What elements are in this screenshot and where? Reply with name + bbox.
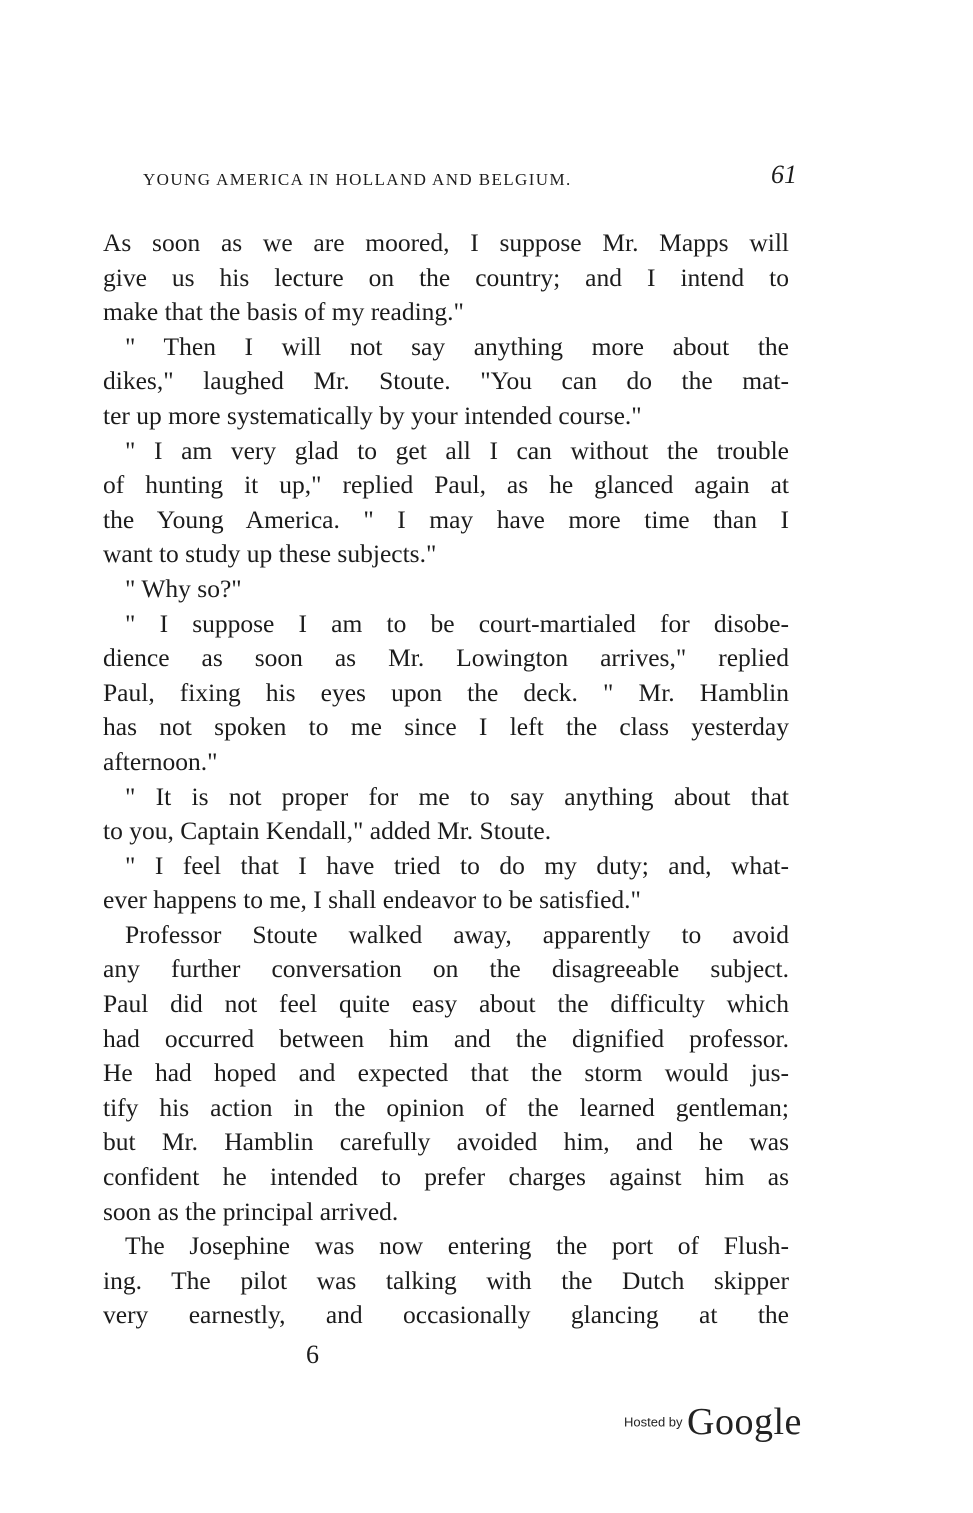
text-line: confident he intended to prefer charges against him as — [103, 1162, 789, 1192]
text-line: afternoon." — [103, 746, 218, 776]
text-line: soon as the principal arrived. — [103, 1196, 399, 1226]
text-line: to you, Captain Kendall," added Mr. Stoute. — [103, 816, 552, 846]
hosted-by-watermark — [624, 1400, 802, 1444]
text-line: " I feel that I have tried to do my duty; and, what- — [125, 850, 789, 880]
text-line: " I am very glad to get all I can without the trouble — [125, 435, 789, 465]
body-text — [103, 226, 789, 1333]
text-line: ing. The pilot was talking with the Dutch skipper — [103, 1265, 789, 1295]
text-line: The Josephine was now entering the port of Flush- — [125, 1231, 789, 1261]
running-head: YOUNG AMERICA IN HOLLAND AND BELGIUM. — [143, 170, 572, 189]
text-line: has not spoken to me since I left the class yesterday — [103, 712, 789, 742]
text-line: Paul, fixing his eyes upon the deck. " Mr. Hamblin — [103, 677, 789, 707]
text-line: had occurred between him and the dignified professor. — [103, 1023, 789, 1053]
text-line: " It is not proper for me to say anything about that — [125, 781, 789, 811]
text-line: make that the basis of my reading." — [103, 297, 464, 327]
page-number: 61 — [771, 160, 797, 189]
text-line: any further conversation on the disagreeable subject. — [103, 954, 789, 984]
text-line: ever happens to me, I shall endeavor to be satisfied." — [103, 885, 641, 915]
google-logo: Google — [687, 1401, 802, 1443]
text-line: " Then I will not say anything more about the — [125, 331, 789, 361]
text-line: very earnestly, and occasionally glancing at the — [103, 1300, 789, 1330]
hosted-by-label: Hosted by — [624, 1414, 683, 1430]
text-line: As soon as we are moored, I suppose Mr. Mapps will — [103, 228, 789, 257]
text-line: ter up more systematically by your intended course." — [103, 400, 642, 430]
text-line: give us his lecture on the country; and I intend to — [103, 262, 789, 292]
text-line: Paul did not feel quite easy about the difficulty which — [103, 989, 789, 1019]
text-line: but Mr. Hamblin carefully avoided him, and he was — [103, 1127, 789, 1157]
text-line: He had hoped and expected that the storm would jus- — [103, 1058, 789, 1088]
text-line: " I suppose I am to be court-martialed for disobe- — [125, 608, 789, 638]
text-line: Professor Stoute walked away, apparently to avoid — [125, 919, 789, 949]
text-line: " Why so?" — [125, 573, 242, 603]
text-line: want to study up these subjects." — [103, 539, 437, 569]
text-line: the Young America. " I may have more time than I — [103, 504, 789, 534]
text-line: of hunting it up," replied Paul, as he glanced again at — [103, 470, 789, 500]
text-line: dience as soon as Mr. Lowington arrives," replied — [103, 643, 789, 673]
signature-mark: 6 — [306, 1340, 319, 1369]
text-line: tify his action in the opinion of the learned gentleman; — [103, 1092, 789, 1122]
text-line: dikes," laughed Mr. Stoute. "You can do the mat- — [103, 366, 789, 396]
